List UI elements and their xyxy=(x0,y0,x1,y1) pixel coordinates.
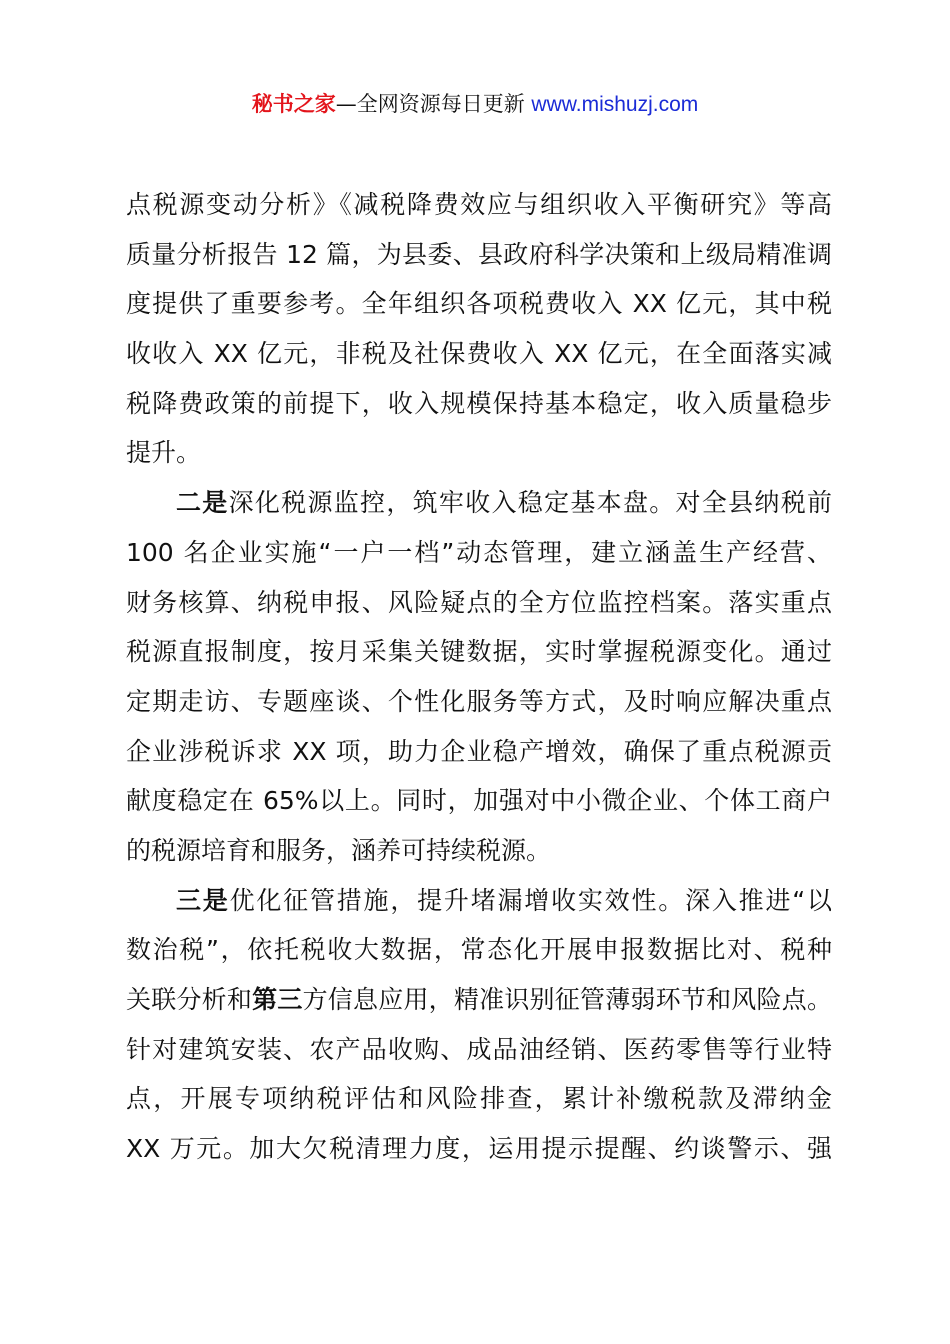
text-line: 点税源变动分析》《减税降费效应与组织收入平衡研究》等高 xyxy=(126,190,832,219)
brand-name: 秘书之家 xyxy=(251,92,336,116)
paragraph-2 xyxy=(126,478,832,876)
text-span: 方信息应用，精准识别征管薄弱环节和风险点。 xyxy=(302,985,832,1014)
text-line: 财务核算、纳税申报、风险疑点的全方位监控档案。落实重点 xyxy=(126,587,832,617)
text-line: 税源直报制度，按月采集关键数据，实时掌握税源变化。通过 xyxy=(126,637,832,667)
text-span: 优化征管措施，提升堵漏增收实效性。深入推进“以 xyxy=(229,885,832,915)
paragraph-3 xyxy=(126,876,832,1174)
text-line: 的税源培育和服务，涵养可持续税源。 xyxy=(126,835,552,865)
text-line: 数治税”，依托税收大数据，常态化开展申报数据比对、税种 xyxy=(126,935,832,965)
text-line xyxy=(126,975,832,1025)
site-url-link[interactable]: www.mishuzj.com xyxy=(531,93,699,116)
text-line: 点，开展专项纳税评估和风险排查，累计补缴税款及滞纳金 xyxy=(126,1084,832,1114)
paragraph-first-line xyxy=(126,876,832,926)
bold-text: 第三 xyxy=(252,985,303,1014)
text-line: 定期走访、专题座谈、个性化服务等方式，及时响应解决重点 xyxy=(126,686,832,716)
text-line: 提升。 xyxy=(126,438,202,468)
document-body xyxy=(126,180,832,1174)
text-line: 税降费政策的前提下，收入规模保持基本稳定，收入质量稳步 xyxy=(126,388,832,418)
paragraph-lead: 二是 xyxy=(176,488,229,518)
text-line: 质量分析报告 12 篇，为县委、县政府科学决策和上级局精准调 xyxy=(126,239,832,269)
text-span: 深化税源监控，筑牢收入稳定基本盘。对全县纳税前 xyxy=(228,488,832,518)
text-line: 100 名企业实施“一户一档”动态管理，建立涵盖生产经营、 xyxy=(126,537,832,567)
text-line: 献度稳定在 65%以上。同时，加强对中小微企业、个体工商户 xyxy=(126,786,832,816)
header-tagline: —全网资源每日更新 xyxy=(335,92,532,116)
page-header xyxy=(0,86,950,123)
text-line: 企业涉税诉求 XX 项，助力企业稳产增效，确保了重点税源贡 xyxy=(126,736,832,766)
text-line: 针对建筑安装、农产品收购、成品油经销、医药零售等行业特 xyxy=(126,1034,832,1064)
text-span: 关联分析和 xyxy=(126,985,253,1014)
text-line: 度提供了重要参考。全年组织各项税费收入 XX 亿元，其中税 xyxy=(126,289,832,319)
paragraph-lead: 三是 xyxy=(176,885,230,915)
paragraph-1 xyxy=(126,180,832,478)
paragraph-first-line xyxy=(126,478,832,528)
text-line: 收收入 XX 亿元，非税及社保费收入 XX 亿元，在全面落实减 xyxy=(126,339,832,369)
text-line: XX 万元。加大欠税清理力度，运用提示提醒、约谈警示、强 xyxy=(126,1134,832,1164)
